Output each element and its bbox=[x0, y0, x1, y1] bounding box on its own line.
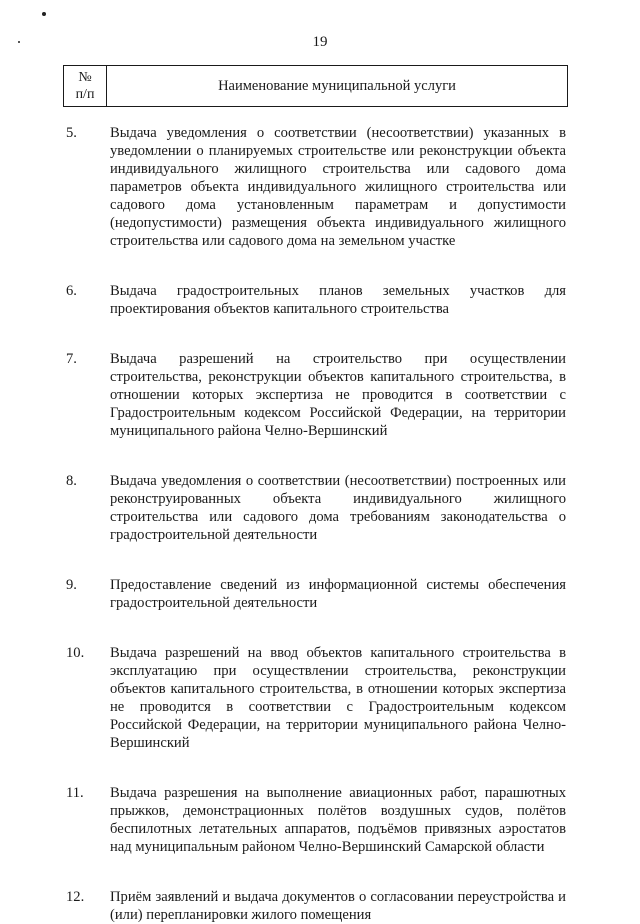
item-number: 9. bbox=[66, 577, 77, 593]
item-number: 5. bbox=[66, 125, 77, 141]
item-text: Выдача уведомления о соответствии (несоответствии) указанных в уведомлении о планируемых строительстве или реконструкции объекта индивидуального жилищного строительства или садового дома параметров объекта индивидуального жилищного строительства или садового дома установленным параметрам и допустимости (недопустимости) размещения объекта индивидуального жилищного строительства или садового дома на земельном участке bbox=[110, 125, 566, 249]
item-text: Приём заявлений и выдача документов о согласовании переустройства и (или) перепланировки жилого помещения bbox=[110, 889, 566, 923]
list-item bbox=[66, 784, 566, 856]
list-item bbox=[66, 888, 566, 924]
item-text: Выдача уведомления о соответствии (несоответствии) построенных или реконструированных объекта индивидуального жилищного строительства или садового дома требованиям законодательства о градостроительной деятельности bbox=[110, 473, 566, 543]
list-item bbox=[66, 124, 566, 250]
item-text: Выдача разрешения на выполнение авиационных работ, парашютных прыжков, демонстрационных полётов воздушных судов, полётов беспилотных летательных аппаратов, подъёмов привязных аэростатов над муниципальным районом Челно-Вершинский Самарской области bbox=[110, 785, 566, 855]
list-item bbox=[66, 282, 566, 318]
number-sign-label: № bbox=[78, 70, 92, 85]
item-text: Выдача градостроительных планов земельных участков для проектирования объектов капитального строительства bbox=[110, 283, 566, 317]
page-number: 19 bbox=[312, 34, 328, 50]
item-number: 6. bbox=[66, 283, 77, 299]
services-list bbox=[66, 124, 566, 924]
item-number: 8. bbox=[66, 473, 77, 489]
item-text: Выдача разрешений на строительство при осуществлении строительства, реконструкции объектов капитального строительства, в отношении которых экспертиза не проводится в соответствии с Градостроительным кодексом Российской Федерации, на территории муниципального района Челно-Вершинский bbox=[110, 351, 566, 439]
list-item bbox=[66, 644, 566, 752]
list-item bbox=[66, 472, 566, 544]
item-number: 11. bbox=[66, 785, 84, 801]
item-number: 10. bbox=[66, 645, 85, 661]
services-table-header bbox=[63, 65, 568, 107]
item-number: 12. bbox=[66, 889, 85, 905]
scan-speck-mark bbox=[42, 12, 46, 16]
list-item bbox=[66, 576, 566, 612]
item-text: Предоставление сведений из информационной системы обеспечения градостроительной деятельности bbox=[110, 577, 566, 611]
item-number: 7. bbox=[66, 351, 77, 367]
number-column-header bbox=[64, 66, 107, 107]
list-item bbox=[66, 350, 566, 440]
item-text: Выдача разрешений на ввод объектов капитального строительства в эксплуатацию при осуществлении строительства, реконструкции объектов капитального строительства, в отношении которых экспертиза не проводится в соответствии с Градостроительным кодексом Российской Федерации, на территории муниципального района Челно-Вершинский bbox=[110, 645, 566, 751]
service-name-column-header: Наименование муниципальной услуги bbox=[107, 66, 568, 107]
item-number-abbrev-label: п/п bbox=[75, 87, 95, 102]
